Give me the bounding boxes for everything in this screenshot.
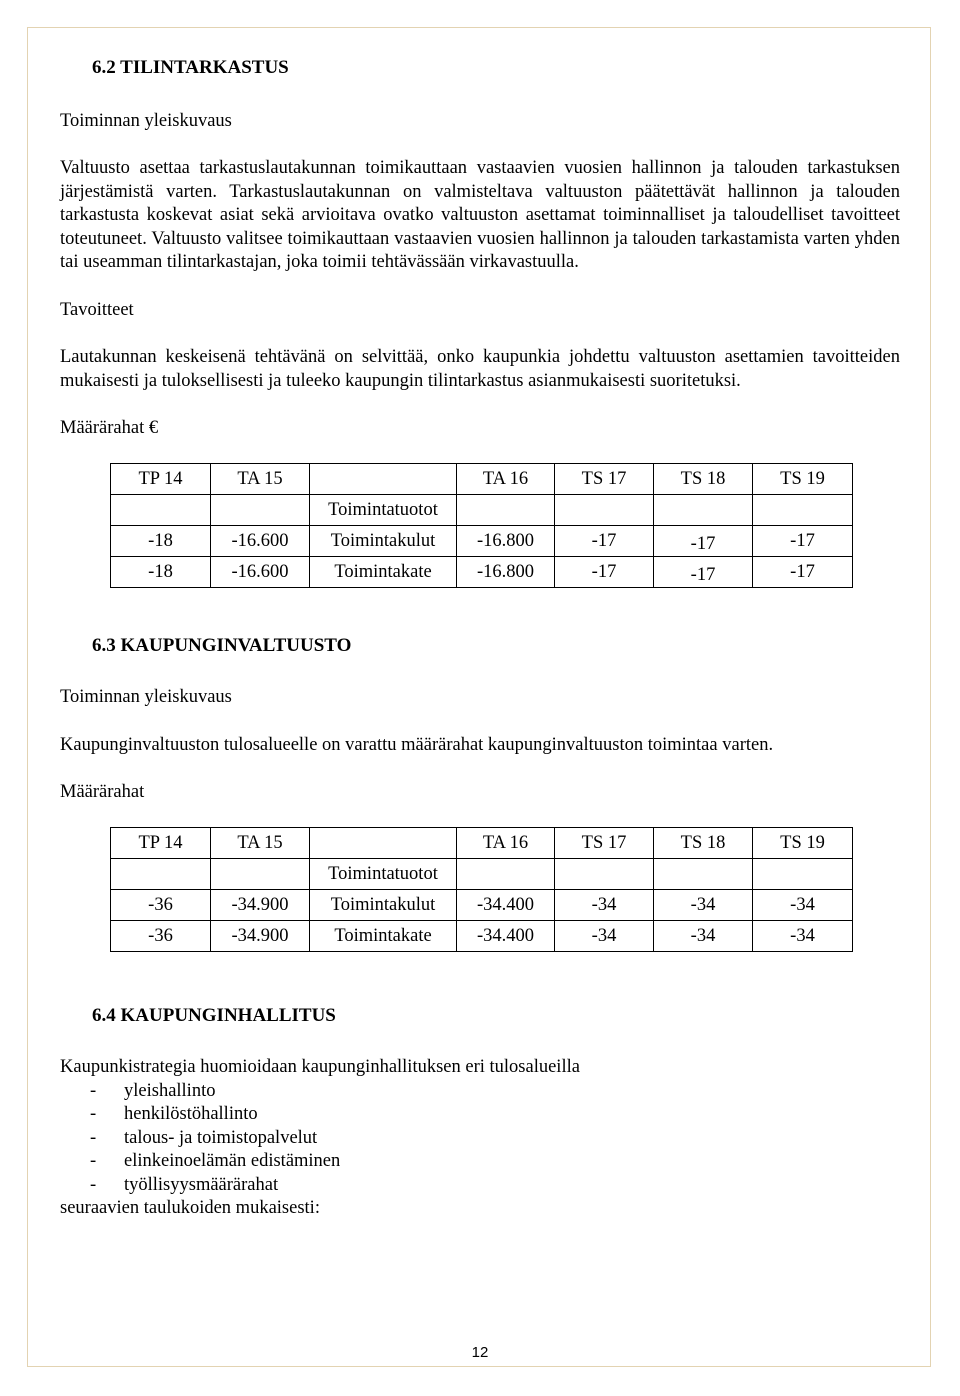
overview-label: Toiminnan yleiskuvaus [60,687,232,707]
table-cell: -16.800 [457,556,555,587]
list-item: - elinkeinoelämän edistäminen [90,1151,341,1171]
list-item-text: työllisyysmäärärahat [124,1174,279,1195]
document-body [60,56,900,1221]
bullet-list [60,1080,900,1198]
table-cell [111,858,211,889]
paragraph: Valtuusto asettaa tarkastuslautakunnan toimikauttaan vastaavien vuosien hallinnon ja talouden tarkastuksen järjestämistä varten. Tarkastuslautakunnan on valmisteltava valtuuston päätettävät hallinnon ja talouden tarkastusta koskevat asiat sekä arvioitava ovatko valtuuston asettamat toiminnalliset ja taloudelliset tavoitteet toteutuneet. Valtuusto valitsee toimikauttaan vastaavien vuosien hallinnon ja talouden tarkastamista varten yhden tai useamman tilintarkastajan, joka toimii tehtävässään virkavastuulla. [60,158,900,272]
table-cell [111,494,211,525]
table-cell: Toimintatuotot [310,858,457,889]
list-item: - työllisyysmäärärahat [90,1174,279,1195]
table-cell [654,494,753,525]
table-cell [654,525,753,556]
table-cell: TS 18 [654,827,753,858]
table-cell: -34 [753,920,853,951]
table-row [111,889,853,920]
paragraph: Kaupunginvaltuuston tulosalueelle on varattu määrärahat kaupunginvaltuuston toimintaa varten. [60,734,774,755]
table-cell [555,494,654,525]
table-cell: -36 [111,889,211,920]
table-cell: Toimintakulut [310,889,457,920]
table-cell [457,494,555,525]
table-cell: -34.400 [457,920,555,951]
table-cell [457,858,555,889]
cell-value: -17 [690,564,716,585]
list-item-text: henkilöstöhallinto [124,1104,258,1124]
table-row [111,525,853,556]
table-cell: -36 [111,920,211,951]
table-row [111,556,853,587]
table-cell: TS 17 [555,827,654,858]
table-cell: -16.600 [211,556,310,587]
table-cell: -34 [555,920,654,951]
table-cell: Toimintatuotot [310,494,457,525]
table-cell: TS 18 [654,463,753,494]
section-heading-6-3: 6.3 KAUPUNGINVALTUUSTO [92,634,352,656]
table-cell [753,494,853,525]
table-cell: Toimintakulut [310,525,457,556]
table-cell [654,556,753,587]
table-cell: TP 14 [111,827,211,858]
table-cell: TS 19 [753,827,853,858]
table-cell: -34.900 [211,889,310,920]
list-item: - henkilöstöhallinto [90,1104,258,1124]
budget-table [110,827,853,952]
table-header-row [111,463,853,494]
table-cell: TA 15 [211,827,310,858]
table-cell: -17 [753,556,853,587]
table-cell: -16.600 [211,525,310,556]
table-row [111,920,853,951]
list-item-text: talous- ja toimistopalvelut [124,1127,318,1148]
table-cell: -34 [555,889,654,920]
table-header-row [111,827,853,858]
table-cell: -34.900 [211,920,310,951]
table-cell: -34 [654,920,753,951]
paragraph: Kaupunkistrategia huomioidaan kaupunginhallituksen eri tulosalueilla [60,1057,580,1077]
table-cell: Toimintakate [310,556,457,587]
table-cell [654,858,753,889]
table-cell [753,858,853,889]
overview-label: Toiminnan yleiskuvaus [60,110,232,131]
budget-label: Määrärahat [60,782,145,802]
cell-value: -17 [690,533,716,554]
table-cell [211,858,310,889]
table-cell: TA 16 [457,827,555,858]
table-cell: -17 [555,525,654,556]
budget-table [110,463,853,588]
table-cell: -34 [753,889,853,920]
table-cell: -34.400 [457,889,555,920]
table-cell: TP 14 [111,463,211,494]
table-cell: -34 [654,889,753,920]
page-number: 12 [471,1344,489,1361]
table-cell: TA 16 [457,463,555,494]
table-cell: TS 17 [555,463,654,494]
table-cell: -18 [111,556,211,587]
table-row [111,494,853,525]
table-cell: Toimintakate [310,920,457,951]
table-cell: -17 [753,525,853,556]
goals-label: Tavoitteet [60,299,134,320]
table-cell: -17 [555,556,654,587]
table-cell: TS 19 [753,463,853,494]
section-heading-6-4: 6.4 KAUPUNGINHALLITUS [92,1004,336,1026]
table-cell [310,463,457,494]
section-heading-6-2: 6.2 TILINTARKASTUS [92,57,289,78]
paragraph: seuraavien taulukoiden mukaisesti: [60,1198,320,1218]
list-item-text: yleishallinto [124,1080,216,1101]
budget-label: Määrärahat € [60,418,159,438]
list-item-text: elinkeinoelämän edistäminen [124,1151,341,1171]
table-cell [211,494,310,525]
table-cell: -16.800 [457,525,555,556]
list-item: - yleishallinto [90,1080,216,1101]
table-cell [555,858,654,889]
table-cell: -18 [111,525,211,556]
table-cell [310,827,457,858]
paragraph: Lautakunnan keskeisenä tehtävänä on selvittää, onko kaupunkia johdettu valtuuston asettamien tavoitteiden mukaisesti ja tuloksellisesti ja tuleeko kaupungin tilintarkastus asianmukaisesti suoritetuksi. [60,347,900,391]
table-row [111,858,853,889]
list-item: - talous- ja toimistopalvelut [90,1127,318,1148]
table-cell: TA 15 [211,463,310,494]
